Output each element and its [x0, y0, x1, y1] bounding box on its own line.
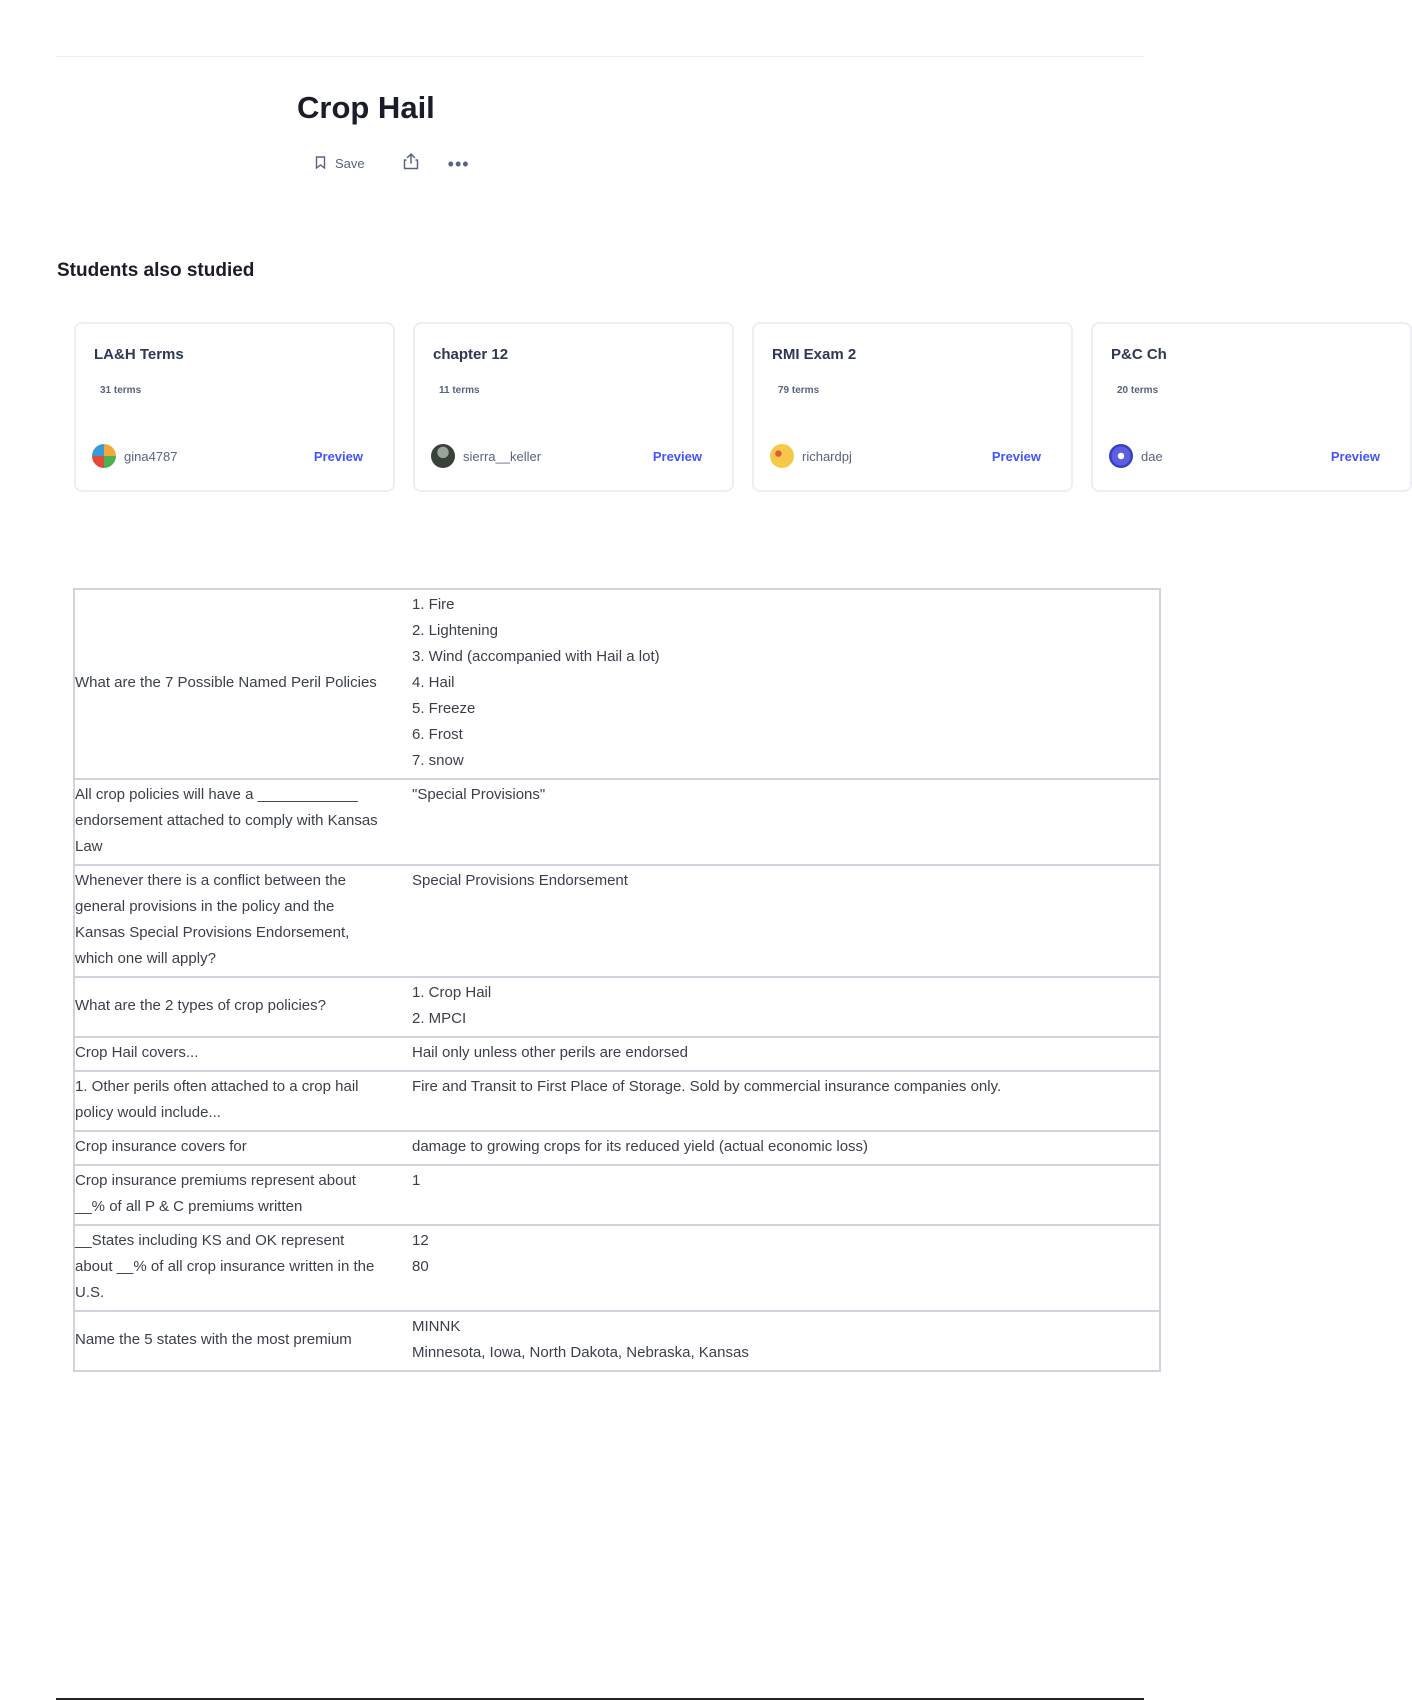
table-row [74, 589, 1160, 779]
definition-line: damage to growing crops for its reduced yield (actual economic loss) [412, 1138, 869, 1155]
card-term-count: 11 terms [439, 385, 480, 396]
table-row [74, 779, 1160, 865]
study-set-card[interactable] [74, 322, 395, 492]
save-label: Save [335, 156, 365, 171]
more-options-button[interactable] [448, 155, 470, 173]
table-row [74, 1037, 1160, 1071]
definition-cell [412, 779, 1160, 865]
term-cell: 1. Other perils often attached to a crop hail policy would include... [75, 1078, 359, 1121]
definition-cell [412, 1037, 1160, 1071]
card-footer [92, 444, 363, 468]
related-sets-carousel[interactable] [74, 322, 1380, 494]
definition-cell [412, 865, 1160, 977]
flashcard-table-body [74, 589, 1160, 1371]
top-divider [56, 56, 1144, 57]
card-title: RMI Exam 2 [772, 346, 857, 363]
definition-line: 1. Fire [412, 596, 455, 613]
card-term-count: 20 terms [1117, 385, 1159, 396]
definition-cell [412, 977, 1160, 1037]
definition-line: 3. Wind (accompanied with Hail a lot) [412, 648, 660, 665]
definition-cell [412, 1311, 1160, 1371]
table-row [74, 977, 1160, 1037]
definition-line: Minnesota, Iowa, North Dakota, Nebraska, Kansas [412, 1344, 749, 1361]
study-set-card[interactable] [413, 322, 734, 492]
share-icon [402, 152, 420, 175]
more-horizontal-icon: ••• [447, 153, 470, 174]
avatar [1109, 444, 1133, 468]
definition-line: 6. Frost [412, 726, 463, 743]
share-button[interactable] [402, 152, 420, 175]
definition-line: Special Provisions Endorsement [412, 872, 628, 889]
card-footer [770, 444, 1041, 468]
term-cell: Crop insurance covers for [75, 1138, 247, 1155]
table-row [74, 1165, 1160, 1225]
card-username[interactable]: gina4787 [124, 448, 178, 464]
table-row [74, 865, 1160, 977]
term-cell: Whenever there is a conflict between the general provisions in the policy and the Kansas Special Provisions Endorsement, which one will apply? [75, 872, 350, 967]
page-title: Crop Hail [297, 90, 435, 125]
table-row [74, 1131, 1160, 1165]
term-cell: Crop insurance premiums represent about __% of all P & C premiums written [75, 1172, 356, 1215]
definition-line: 2. MPCI [412, 1010, 467, 1027]
definition-line: 5. Freeze [412, 700, 476, 717]
term-cell: Name the 5 states with the most premium [75, 1331, 352, 1348]
flashcard-table [73, 588, 1161, 1372]
preview-button[interactable]: Preview [652, 448, 702, 464]
card-title: chapter 12 [433, 346, 509, 363]
definition-cell [412, 1071, 1160, 1131]
card-username[interactable]: dae [1141, 448, 1163, 464]
card-term-count: 79 terms [778, 385, 820, 396]
definition-line: Hail only unless other perils are endorsed [412, 1044, 688, 1061]
study-set-card[interactable] [752, 322, 1073, 492]
related-sets-row [74, 322, 1380, 492]
term-cell: All crop policies will have a ____________ endorsement attached to comply with Kansas Law [75, 786, 378, 855]
term-cell: What are the 7 Possible Named Peril Policies [75, 674, 377, 691]
card-footer [1109, 444, 1380, 468]
set-actions [315, 152, 470, 175]
card-title: P&C Ch [1111, 346, 1167, 363]
definition-cell [412, 589, 1160, 779]
card-footer [431, 444, 702, 468]
save-button[interactable] [315, 156, 365, 172]
definition-line: 1. Crop Hail [412, 984, 492, 1001]
definition-cell [412, 1165, 1160, 1225]
definition-line: MINNK [412, 1318, 461, 1335]
study-set-card[interactable] [1091, 322, 1412, 492]
card-username[interactable]: richardpj [802, 448, 852, 464]
card-title: LA&H Terms [94, 346, 184, 363]
preview-button[interactable]: Preview [1330, 448, 1380, 464]
definition-cell [412, 1131, 1160, 1165]
definition-line: Fire and Transit to First Place of Storage. Sold by commercial insurance companies only. [412, 1078, 1002, 1095]
definition-line: "Special Provisions" [412, 786, 546, 803]
definition-line: 12 [412, 1232, 429, 1249]
term-cell: What are the 2 types of crop policies? [75, 997, 326, 1014]
definition-line: 2. Lightening [412, 622, 498, 639]
card-username[interactable]: sierra__keller [463, 448, 542, 464]
bookmark-icon [315, 156, 335, 172]
table-row [74, 1225, 1160, 1311]
card-term-count: 31 terms [100, 385, 142, 396]
definition-cell [412, 1225, 1160, 1311]
table-row [74, 1311, 1160, 1371]
avatar [770, 444, 794, 468]
term-cell: __States including KS and OK represent about __% of all crop insurance written in the U.S. [75, 1232, 375, 1301]
definition-line: 1 [412, 1172, 421, 1189]
definition-line: 7. snow [412, 752, 464, 769]
section-heading: Students also studied [57, 260, 255, 281]
definition-line: 80 [412, 1258, 429, 1275]
definition-line: 4. Hail [412, 674, 455, 691]
preview-button[interactable]: Preview [991, 448, 1041, 464]
avatar [431, 444, 455, 468]
preview-button[interactable]: Preview [313, 448, 363, 464]
avatar [92, 444, 116, 468]
table-row [74, 1071, 1160, 1131]
term-cell: Crop Hail covers... [75, 1044, 199, 1061]
